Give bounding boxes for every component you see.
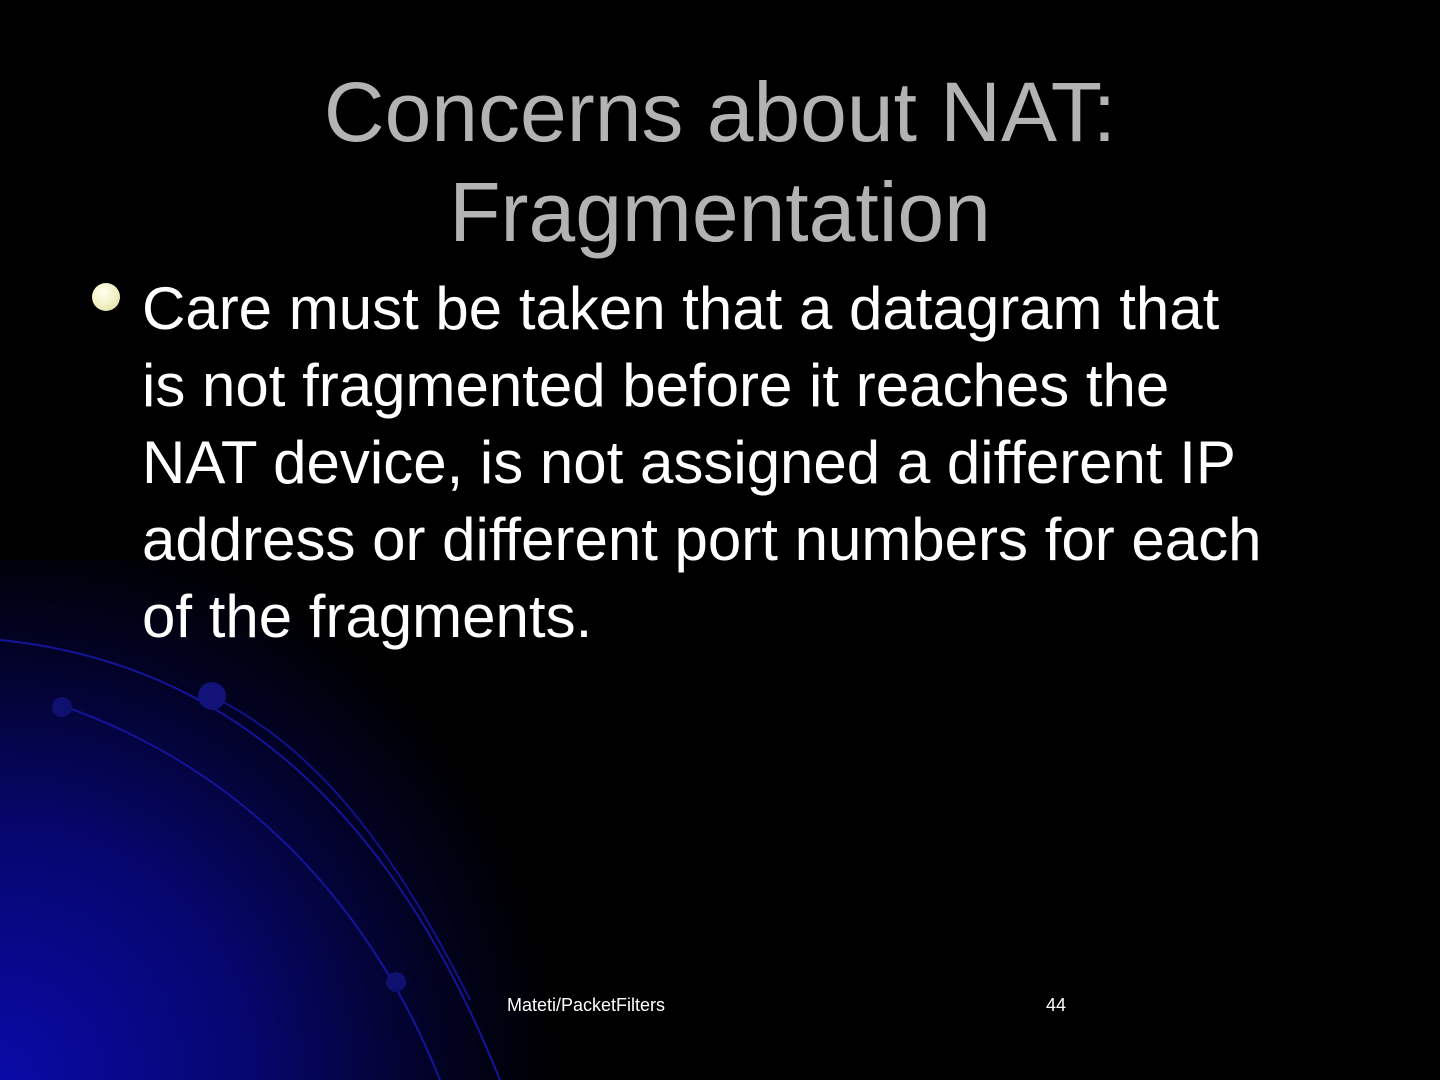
bullet-line: is not fragmented before it reaches the	[142, 352, 1170, 419]
decor-dot	[198, 682, 226, 710]
slide-title	[140, 62, 1300, 262]
decor-dot	[52, 697, 72, 717]
footer-source: Mateti/PacketFilters	[507, 995, 666, 1015]
slide-body	[86, 270, 1366, 655]
bullet-line: Care must be taken that a datagram that	[142, 275, 1220, 342]
bullet-text	[142, 270, 1362, 655]
bullet-line: of the fragments.	[142, 583, 593, 650]
bullet-dot-icon	[92, 283, 120, 311]
decor-dot	[386, 972, 406, 992]
bullet-line: NAT device, is not assigned a different IP	[142, 429, 1236, 496]
title-line: Fragmentation	[449, 165, 991, 259]
slide-number: 44	[1046, 995, 1067, 1015]
bullet-item	[86, 270, 1366, 655]
title-line: Concerns about NAT:	[323, 65, 1117, 159]
bullet-line: address or different port numbers for each	[142, 506, 1262, 573]
